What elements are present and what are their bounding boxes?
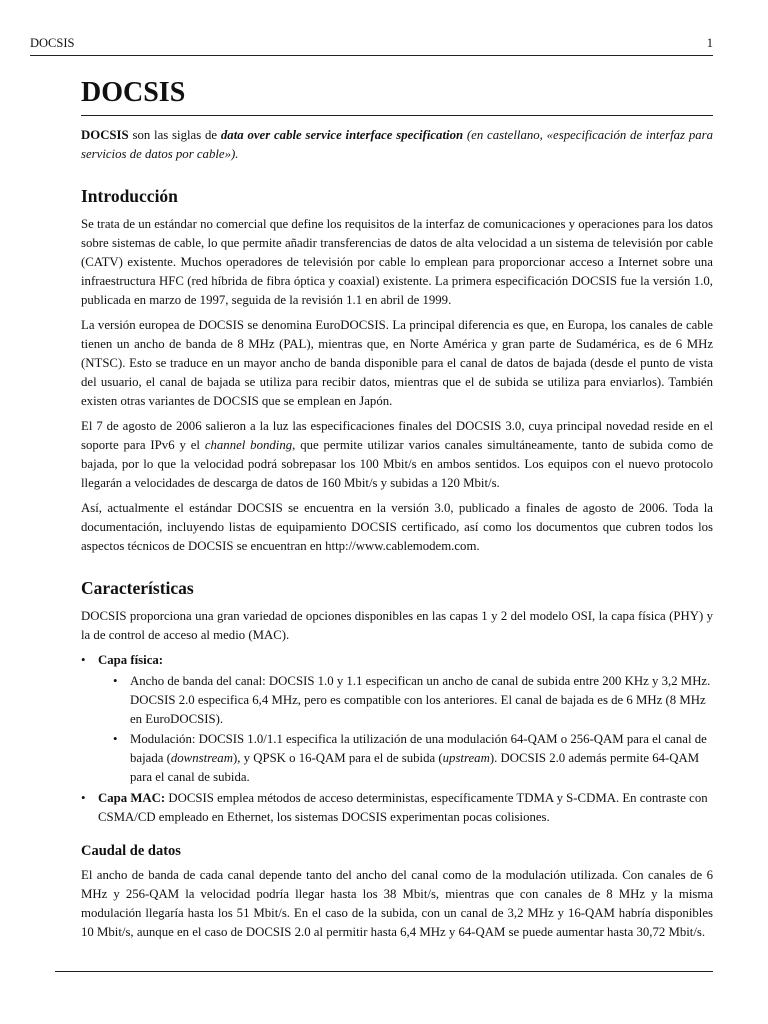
running-title: DOCSIS — [30, 36, 75, 50]
caudal-paragraph: El ancho de banda de cada canal depende tanto del ancho del canal como de la modulación utilizada. Con canales de 6 MHz y 256-QAM la velocidad podría llegar hasta los 38 Mbit/s, mientras que con canales de 8 MHz y la misma modulación llegaría hasta los 51 Mbit/s. En el caso de la subida, con un canal de 3,2 MHz y 16-QAM habría disponibles 10 Mbit/s, aunque en el caso de DOCSIS 2.0 al permitir hasta 6,4 MHz y 64-QAM se puede aumentar hasta 30,72 Mbit/s. — [81, 867, 713, 939]
introduccion-paragraph-4: Así, actualmente el estándar DOCSIS se encuentra en la versión 3.0, publicado a finales de agosto de 2006. Toda la documentación, incluyendo listas de equipamiento DOCSIS certificado, así como los documentos que cubren todos los aspectos técnicos de DOCSIS se encuentran en http://www.cablemodem.com. — [81, 500, 713, 553]
caracteristicas-paragraph: DOCSIS proporciona una gran variedad de opciones disponibles en las capas 1 y 2 del modelo OSI, la capa física (PHY) y la de control de acceso al medio (MAC). — [81, 608, 713, 642]
section-heading-caudal: Caudal de datos — [81, 842, 181, 859]
bullet-icon: • — [113, 731, 118, 746]
capa-fisica-sublist — [98, 672, 713, 787]
p3-text-b: , que permite utilizar varios canales simultáneamente, tanto de subida como de bajada, por lo que la velocidad podrá sobrepasar los 100 Mbit/s en ambos sentidos. Los equipos con el nuevo protocolo llegarán a velocidades de descarga de datos de 160 Mbit/s y subidas a 120 Mbit/s. — [81, 437, 714, 490]
upstream-term: upstream — [442, 750, 490, 765]
list-item-capa-fisica — [81, 651, 713, 787]
section-heading-caracteristicas: Características — [81, 577, 194, 598]
modulacion-text-c: ). DOCSIS 2.0 además permite 64-QAM para el canal de subida. — [130, 750, 700, 784]
intro-paragraph — [81, 126, 713, 164]
list-item-modulacion — [98, 730, 713, 787]
capa-mac-text: DOCSIS emplea métodos de acceso deterministas, específicamente TDMA y S-CDMA. En contraste con CSMA/CD empleado en Ethernet, los sistemas DOCSIS experimentan pocas colisiones. — [98, 790, 708, 824]
features-list — [81, 651, 713, 827]
running-header — [30, 36, 713, 56]
downstream-term: downstream — [170, 750, 233, 765]
introduccion-paragraph-3 — [81, 417, 713, 493]
list-item-capa-mac — [81, 789, 713, 827]
capa-fisica-label: Capa física: — [98, 652, 164, 667]
page-number: 1 — [706, 36, 713, 50]
intro-term: DOCSIS — [81, 127, 129, 142]
bullet-icon: • — [81, 652, 86, 667]
intro-text-1: son las siglas de — [128, 127, 221, 142]
bullet-icon: • — [113, 673, 118, 688]
intro-text-2: (en castellano, «especificación de interfaz para servicios de datos por cable»). — [81, 127, 714, 161]
list-item-ancho-de-banda — [98, 672, 713, 729]
page-title: DOCSIS — [81, 76, 713, 116]
modulacion-text-b: ), y QPSK o 16-QAM para el de subida ( — [232, 750, 443, 765]
bullet-icon: • — [81, 790, 86, 805]
capa-mac-label: Capa MAC: — [98, 790, 166, 805]
introduccion-paragraph-1: Se trata de un estándar no comercial que define los requisitos de la interfaz de comunicaciones y operaciones para los datos sobre sistemas de cable, lo que permite añadir transferencias de datos de alta velocidad a un sistema de televisión por cable (CATV) existente. Muchos operadores de televisión por cable lo emplean para proporcionar acceso a Internet sobre una infraestructura HFC (red híbrida de fibra óptica y coaxial) existente. La primera especificación DOCSIS fue la versión 1.0, publicada en marzo de 1997, seguida de la revisión 1.1 en abril de 1999. — [81, 216, 713, 307]
ancho-de-banda-text: Ancho de banda del canal: DOCSIS 1.0 y 1.1 especifican un ancho de canal de subida entre 200 KHz y 3,2 MHz. DOCSIS 2.0 especifica 6,4 MHz, pero es compatible con los anteriores. El canal de bajada es de 6 MHz (8 MHz en EuroDOCSIS). — [130, 673, 711, 726]
article-body — [81, 68, 713, 948]
intro-expansion: data over cable service interface specification — [220, 127, 464, 142]
modulacion-text-a: Modulación: DOCSIS 1.0/1.1 especifica la utilización de una modulación 64-QAM o 256-QAM para el canal de bajada ( — [130, 731, 707, 765]
footer-divider — [55, 971, 713, 972]
p3-text-a: El 7 de agosto de 2006 salieron a la luz las especificaciones finales del DOCSIS 3.0, cuya principal novedad reside en el soporte para IPv6 y el — [81, 418, 713, 452]
introduccion-paragraph-2: La versión europea de DOCSIS se denomina EuroDOCSIS. La principal diferencia es que, en Europa, los canales de cable tienen un ancho de banda de 8 MHz (PAL), mientras que, en Norte América y gran parte de Sudamérica, es de 6 MHz (NTSC). Esto se traduce en un mayor ancho de banda disponible para el canal de datos de bajada (desde el punto de vista del usuario, el canal de bajada se utiliza para recibir datos, mientras que el de subida se utiliza para enviarlos). También existen otras variantes de DOCSIS que se emplean en Japón. — [81, 317, 713, 408]
p3-emphasis: channel bonding — [204, 437, 293, 452]
section-heading-introduccion: Introducción — [81, 185, 178, 206]
